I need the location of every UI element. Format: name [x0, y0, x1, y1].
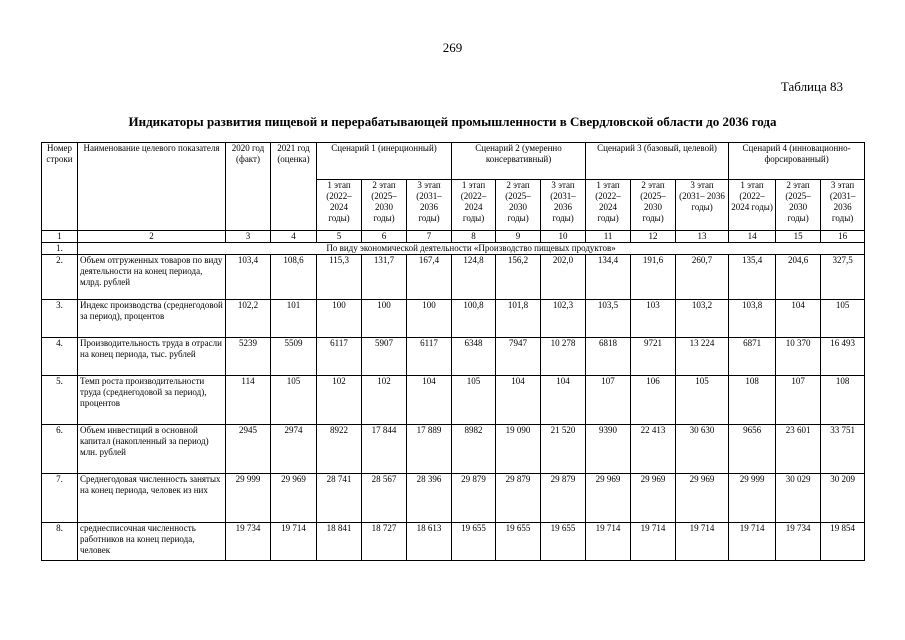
- row-number: 3.: [42, 300, 78, 338]
- value-cell: 22 413: [631, 425, 676, 474]
- stage-1: 1 этап (2022– 2024 годы): [586, 180, 631, 231]
- value-cell: 17 844: [362, 425, 407, 474]
- value-cell: 108: [729, 376, 776, 425]
- value-cell: 29 879: [452, 474, 496, 523]
- value-cell: 29 969: [271, 474, 317, 523]
- value-cell: 16 493: [821, 338, 865, 376]
- row-number: 4.: [42, 338, 78, 376]
- table-label: Таблица 83: [780, 79, 843, 94]
- document-title: Индикаторы развития пищевой и перерабатывающей промышленности в Свердловской области до 2036 года: [128, 114, 777, 129]
- header-scenario-1: Сценарий 1 (инерционный): [317, 143, 452, 180]
- header-2021: 2021 год (оценка): [271, 143, 317, 231]
- value-cell: 104: [776, 300, 821, 338]
- value-cell: 104: [496, 376, 541, 425]
- stage-3: 3 этап (2031– 2036 годы): [676, 180, 729, 231]
- page-number: 269: [442, 40, 463, 55]
- value-cell: 105: [676, 376, 729, 425]
- value-cell: 101,8: [496, 300, 541, 338]
- value-cell: 9390: [586, 425, 631, 474]
- value-cell: 28 741: [317, 474, 362, 523]
- value-cell: 107: [776, 376, 821, 425]
- table-row: [42, 425, 865, 474]
- value-cell: 105: [452, 376, 496, 425]
- column-number: 6: [362, 231, 407, 243]
- value-cell: 102,2: [226, 300, 271, 338]
- stage-3: 3 этап (2031– 2036 годы): [541, 180, 586, 231]
- value-cell: 6117: [317, 338, 362, 376]
- stage-1: 1 этап (2022– 2024 годы): [317, 180, 362, 231]
- column-number: 13: [676, 231, 729, 243]
- section-label: По виду экономической деятельности «Производство пищевых продуктов»: [78, 243, 865, 255]
- value-cell: 156,2: [496, 255, 541, 300]
- value-cell: 29 999: [226, 474, 271, 523]
- value-cell: 30 029: [776, 474, 821, 523]
- value-cell: 6871: [729, 338, 776, 376]
- row-number: 6.: [42, 425, 78, 474]
- value-cell: 21 520: [541, 425, 586, 474]
- value-cell: 18 613: [407, 523, 452, 561]
- column-number: 5: [317, 231, 362, 243]
- column-number: 7: [407, 231, 452, 243]
- header-indicator-name: Наименование целевого показателя: [78, 143, 226, 231]
- value-cell: 102: [362, 376, 407, 425]
- stage-3: 3 этап (2031– 2036 годы): [821, 180, 865, 231]
- value-cell: 131,7: [362, 255, 407, 300]
- value-cell: 107: [586, 376, 631, 425]
- header-scenario-4: Сценарий 4 (инновационно-форсированный): [729, 143, 865, 180]
- value-cell: 9721: [631, 338, 676, 376]
- value-cell: 8922: [317, 425, 362, 474]
- value-cell: 124,8: [452, 255, 496, 300]
- value-cell: 28 567: [362, 474, 407, 523]
- value-cell: 202,0: [541, 255, 586, 300]
- value-cell: 102,3: [541, 300, 586, 338]
- stage-2: 2 этап (2025– 2030 годы): [776, 180, 821, 231]
- value-cell: 30 630: [676, 425, 729, 474]
- row-number: 7.: [42, 474, 78, 523]
- value-cell: 18 841: [317, 523, 362, 561]
- value-cell: 29 969: [676, 474, 729, 523]
- header-2020: 2020 год (факт): [226, 143, 271, 231]
- value-cell: 101: [271, 300, 317, 338]
- value-cell: 30 209: [821, 474, 865, 523]
- indicator-name: Объем инвестиций в основной капитал (накопленный за период) млн. рублей: [78, 425, 226, 474]
- indicator-name: среднесписочная численность работников на конец периода, человек: [78, 523, 226, 561]
- value-cell: 260,7: [676, 255, 729, 300]
- value-cell: 103,8: [729, 300, 776, 338]
- section-row: [42, 243, 865, 255]
- value-cell: 6348: [452, 338, 496, 376]
- indicators-table: [41, 142, 865, 561]
- value-cell: 6818: [586, 338, 631, 376]
- value-cell: 5239: [226, 338, 271, 376]
- value-cell: 105: [821, 300, 865, 338]
- value-cell: 102: [317, 376, 362, 425]
- value-cell: 108: [821, 376, 865, 425]
- value-cell: 106: [631, 376, 676, 425]
- column-number: 8: [452, 231, 496, 243]
- row-number: 2.: [42, 255, 78, 300]
- value-cell: 167,4: [407, 255, 452, 300]
- value-cell: 103: [631, 300, 676, 338]
- value-cell: 33 751: [821, 425, 865, 474]
- value-cell: 28 396: [407, 474, 452, 523]
- value-cell: 23 601: [776, 425, 821, 474]
- column-number: 14: [729, 231, 776, 243]
- value-cell: 19 714: [271, 523, 317, 561]
- value-cell: 7947: [496, 338, 541, 376]
- column-number: 2: [78, 231, 226, 243]
- table-row: [42, 523, 865, 561]
- value-cell: 19 734: [226, 523, 271, 561]
- table-row: [42, 474, 865, 523]
- value-cell: 100,8: [452, 300, 496, 338]
- table-row: [42, 376, 865, 425]
- value-cell: 100: [407, 300, 452, 338]
- value-cell: 19 655: [496, 523, 541, 561]
- column-number: 10: [541, 231, 586, 243]
- stage-2: 2 этап (2025– 2030 годы): [631, 180, 676, 231]
- value-cell: 8982: [452, 425, 496, 474]
- value-cell: 134,4: [586, 255, 631, 300]
- value-cell: 9656: [729, 425, 776, 474]
- stage-1: 1 этап (2022– 2024 годы): [729, 180, 776, 231]
- value-cell: 10 278: [541, 338, 586, 376]
- value-cell: 29 879: [496, 474, 541, 523]
- value-cell: 19 714: [631, 523, 676, 561]
- indicator-name: Объем отгруженных товаров по виду деятельности на конец периода, млрд. рублей: [78, 255, 226, 300]
- value-cell: 114: [226, 376, 271, 425]
- value-cell: 105: [271, 376, 317, 425]
- section-number: 1.: [42, 243, 78, 255]
- row-number: 8.: [42, 523, 78, 561]
- value-cell: 19 655: [452, 523, 496, 561]
- header-row-num: Номер строки: [42, 143, 78, 231]
- value-cell: 108,6: [271, 255, 317, 300]
- value-cell: 29 999: [729, 474, 776, 523]
- column-number: 3: [226, 231, 271, 243]
- table-row: [42, 300, 865, 338]
- indicator-name: Темп роста производительности труда (среднегодовой за период), процентов: [78, 376, 226, 425]
- value-cell: 204,6: [776, 255, 821, 300]
- indicator-name: Производительность труда в отрасли на конец периода, тыс. рублей: [78, 338, 226, 376]
- row-number: 5.: [42, 376, 78, 425]
- value-cell: 18 727: [362, 523, 407, 561]
- value-cell: 13 224: [676, 338, 729, 376]
- column-number: 4: [271, 231, 317, 243]
- indicator-name: Индекс производства (среднегодовой за период), процентов: [78, 300, 226, 338]
- stage-2: 2 этап (2025– 2030 годы): [496, 180, 541, 231]
- value-cell: 19 714: [586, 523, 631, 561]
- value-cell: 19 655: [541, 523, 586, 561]
- value-cell: 19 854: [821, 523, 865, 561]
- column-number: 16: [821, 231, 865, 243]
- value-cell: 103,4: [226, 255, 271, 300]
- value-cell: 29 969: [631, 474, 676, 523]
- value-cell: 5907: [362, 338, 407, 376]
- value-cell: 29 969: [586, 474, 631, 523]
- value-cell: 104: [541, 376, 586, 425]
- header-row-1: [42, 143, 865, 180]
- value-cell: 6117: [407, 338, 452, 376]
- value-cell: 104: [407, 376, 452, 425]
- value-cell: 103,5: [586, 300, 631, 338]
- stage-1: 1 этап (2022– 2024 годы): [452, 180, 496, 231]
- indicator-name: Среднегодовая численность занятых на конец периода, человек из них: [78, 474, 226, 523]
- value-cell: 19 090: [496, 425, 541, 474]
- value-cell: 100: [362, 300, 407, 338]
- table-row: [42, 338, 865, 376]
- column-number: 11: [586, 231, 631, 243]
- value-cell: 17 889: [407, 425, 452, 474]
- column-number: 15: [776, 231, 821, 243]
- header-scenario-3: Сценарий 3 (базовый, целевой): [586, 143, 729, 180]
- value-cell: 19 714: [729, 523, 776, 561]
- value-cell: 19 714: [676, 523, 729, 561]
- value-cell: 10 370: [776, 338, 821, 376]
- value-cell: 5509: [271, 338, 317, 376]
- column-number: 12: [631, 231, 676, 243]
- value-cell: 2974: [271, 425, 317, 474]
- value-cell: 29 879: [541, 474, 586, 523]
- stage-3: 3 этап (2031– 2036 годы): [407, 180, 452, 231]
- value-cell: 191,6: [631, 255, 676, 300]
- value-cell: 2945: [226, 425, 271, 474]
- column-number: 1: [42, 231, 78, 243]
- table-row: [42, 255, 865, 300]
- header-scenario-2: Сценарий 2 (умеренно консервативный): [452, 143, 586, 180]
- value-cell: 19 734: [776, 523, 821, 561]
- value-cell: 327,5: [821, 255, 865, 300]
- stage-2: 2 этап (2025– 2030 годы): [362, 180, 407, 231]
- column-number: 9: [496, 231, 541, 243]
- value-cell: 115,3: [317, 255, 362, 300]
- column-numbers-row: [42, 231, 865, 243]
- value-cell: 135,4: [729, 255, 776, 300]
- value-cell: 100: [317, 300, 362, 338]
- value-cell: 103,2: [676, 300, 729, 338]
